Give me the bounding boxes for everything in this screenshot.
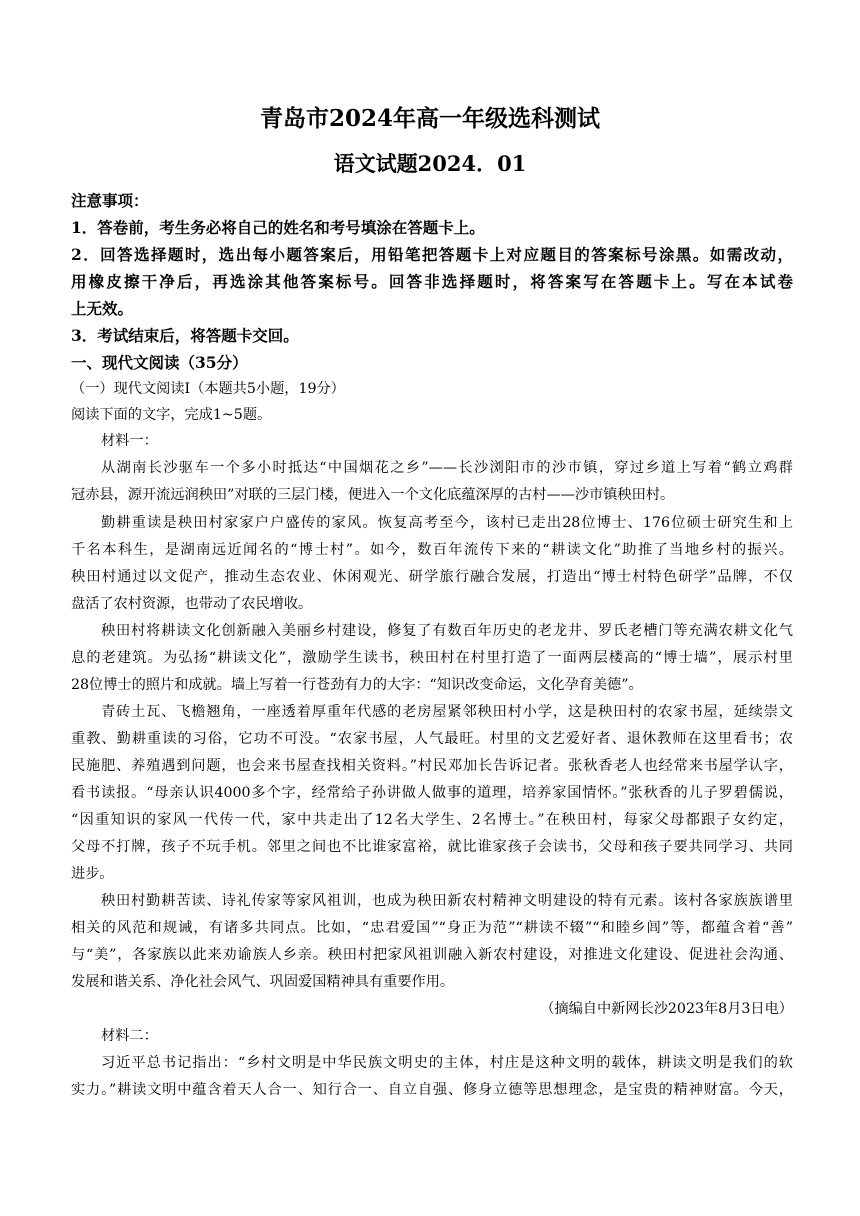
paragraph-line: 冠赤县，源开流远润秧田”对联的三层门楼，便进入一个文化底蕴深厚的古村——沙市镇秧田村。 — [71, 487, 675, 503]
paragraph-line: 从湖南长沙驱车一个多小时抵达“中国烟花之乡”——长沙浏阳市的沙市镇，穿过乡道上写着“鹤立鸡群 — [101, 460, 793, 476]
paragraph-line: 秧田村勤耕苦读、诗礼传家等家风祖训，也成为秧田新农村精神文明建设的特有元素。该村各家族族谱里 — [101, 893, 793, 909]
exam-subtitle: 语文试题2024．01 — [333, 151, 527, 176]
paragraph-line: 看书读报。“母亲认识4000多个字，经常给子孙讲做人做事的道理，培养家国情怀。”张秋香的儿子罗碧儒说， — [71, 785, 793, 801]
paragraph-line: 进步。 — [71, 866, 114, 882]
paragraph-line: 发展和谐关系、净化社会风气、巩固爱国精神具有重要作用。 — [71, 974, 455, 990]
section-subheading: （一）现代文阅读I（本题共5小题，19分） — [71, 381, 345, 397]
section-heading: 一、现代文阅读（35分） — [71, 353, 248, 372]
paragraph-line: 实力。”耕读文明中蕴含着天人合一、知行合一、自立自强、修身立德等思想理念，是宝贵的精神财富。今天， — [71, 1082, 793, 1098]
material-label: 材料二： — [101, 1028, 158, 1044]
paragraph-line: 重教、勤耕重读的习俗，它功不可没。“农家书屋，人气最旺。村里的文艺爱好者、退休教师在这里看书；农 — [71, 731, 793, 747]
source-citation: （摘编自中新网长沙2023年8月3日电） — [540, 1001, 793, 1017]
paragraph-line: 与“美”，各家族以此来劝谕族人乡亲。秧田村把家风祖训融入新农村建设，对推进文化建设、促进社会沟通、 — [71, 947, 793, 963]
paragraph-line: 秧田村将耕读文化创新融入美丽乡村建设，修复了有数百年历史的老龙井、罗氏老槽门等充满农耕文化气 — [101, 623, 793, 639]
notice-heading: 注意事项： — [71, 191, 149, 210]
paragraph-line: “因重知识的家风一代传一代，家中共走出了12名大学生、2名博士。”在秧田村，每家父母都跟子女约定， — [71, 812, 793, 828]
paragraph-line: 民施肥、养殖遇到问题，也会来书屋查找相关资料。”村民邓加长告诉记者。张秋香老人也经常来书屋学认字， — [71, 758, 793, 774]
notice-item: 用橡皮擦干净后，再选涂其他答案标号。回答非选择题时，将答案写在答题卡上。写在本试卷 — [71, 272, 793, 291]
paragraph-line: 秧田村通过以文促产，推动生态农业、休闲观光、研学旅行融合发展，打造出“博士村特色研学”品牌，不仅 — [71, 569, 793, 585]
paragraph-line: 习近平总书记指出：“乡村文明是中华民族文明史的主体，村庄是这种文明的载体，耕读文明是我们的软 — [101, 1055, 793, 1071]
paragraph-line: 勤耕重读是秧田村家家户户盛传的家风。恢复高考至今，该村已走出28位博士、176位硕士研究生和上 — [101, 515, 793, 531]
paragraph-line: 父母不打牌，孩子不玩手机。邻里之间也不比谁家富裕，就比谁家孩子会读书，父母和孩子要共同学习、共同 — [71, 839, 793, 855]
notice-item: 1．答卷前，考生务必将自己的姓名和考号填涂在答题卡上。 — [71, 218, 485, 237]
paragraph-line: 盘活了农村资源，也带动了农民增收。 — [71, 596, 313, 612]
exam-title: 青岛市2024年高一年级选科测试 — [259, 105, 600, 132]
material-label: 材料一： — [101, 433, 158, 449]
notice-item: 上无效。 — [71, 299, 134, 318]
paragraph-line: 28位博士的照片和成就。墙上写着一行苍劲有力的大字：“知识改变命运，文化孕育美德”。 — [71, 677, 643, 693]
paragraph-line: 青砖土瓦、飞檐翘角，一座透着厚重年代感的老房屋紧邻秧田村小学，这是秧田村的农家书屋，延续崇文 — [101, 704, 793, 720]
section-instruction: 阅读下面的文字，完成1~5题。 — [71, 407, 272, 423]
paragraph-line: 息的老建筑。为弘扬“耕读文化”，激励学生读书，秧田村在村里打造了一面两层楼高的“博士墙”，展示村里 — [71, 650, 793, 666]
notice-item: 2．回答选择题时，选出每小题答案后，用铅笔把答题卡上对应题目的答案标号涂黑。如需改动， — [71, 245, 793, 264]
notice-item: 3．考试结束后，将答题卡交回。 — [71, 326, 299, 345]
paragraph-line: 相关的风范和规诫，有诸多共同点。比如，“忠君爱国”“身正为范”“耕读不辍”“和睦乡闾”等，都蕴含着“善” — [71, 920, 793, 936]
paragraph-line: 千名本科生，是湖南远近闻名的“博士村”。如今，数百年流传下来的“耕读文化”助推了当地乡村的振兴。 — [71, 542, 793, 558]
